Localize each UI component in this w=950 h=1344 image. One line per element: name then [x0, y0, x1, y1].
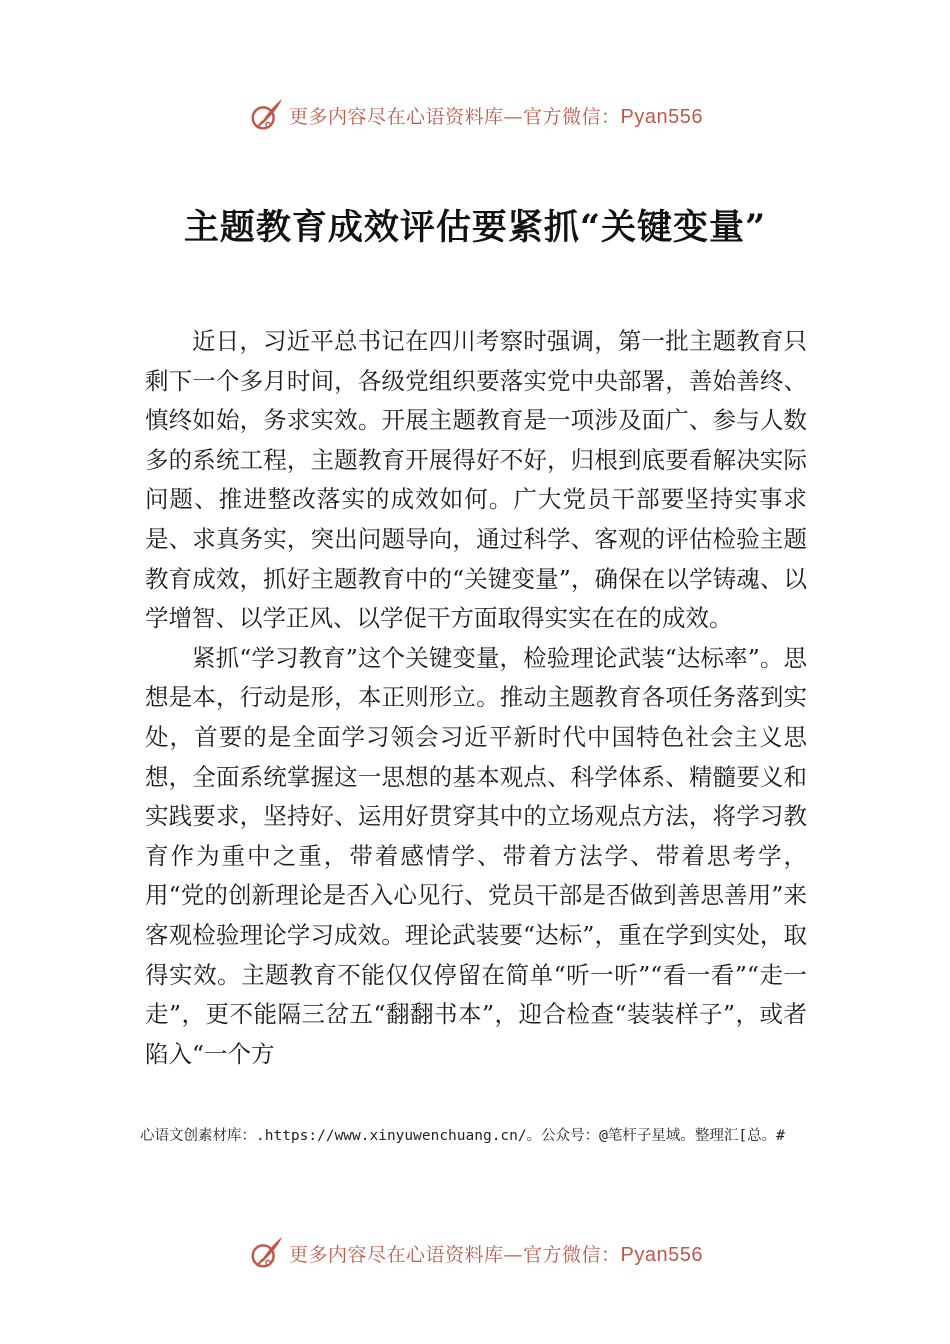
- quill-pen-logo-icon: [247, 96, 285, 134]
- document-title: 主题教育成效评估要紧抓“关键变量”: [183, 207, 767, 248]
- header-banner: [0, 95, 950, 135]
- paragraph: 近日，习近平总书记在四川考察时强调，第一批主题教育只剩下一个多月时间，各级党组织要落实党中央部署，善始善终、慎终如始，务求实效。开展主题教育是一项涉及面广、参与人数多的系统工程，主题教育开展得好不好，归根到底要看解决实际问题、推进整改落实的成效如何。广大党员干部要坚持实事求是、求真务实，突出问题导向，通过科学、客观的评估检验主题教育成效，抓好主题教育中的“关键变量”，确保在以学铸魂、以学增智、以学正风、以学促干方面取得实实在在的成效。: [145, 327, 807, 633]
- banner-text: 更多内容尽在心语资料库—官方微信：Pyan556: [289, 105, 703, 128]
- footer-banner: [0, 1233, 950, 1273]
- paragraph: 紧抓“学习教育”这个关键变量，检验理论武装“达标率”。思想是本，行动是形，本正则形立。推动主题教育各项任务落到实处，首要的是全面学习领会习近平新时代中国特色社会主义思想，全面系统掌握这一思想的基本观点、科学体系、精髓要义和实践要求，坚持好、运用好贯穿其中的立场观点方法，将学习教育作为重中之重，带着感情学、带着方法学、带着思考学，用“党的创新理论是否入心见行、党员干部是否做到善思善用”来客观检验理论学习成效。理论武装要“达标”，重在学到实处，取得实效。主题教育不能仅仅停留在简单“听一听”“看一看”“走一走”，更不能隔三岔五“翻翻书本”，迎合检查“装装样子”，或者陷入“一个方: [145, 643, 807, 1068]
- source-footnote: 心语文创素材库：.https://www.xinyuwenchuang.cn/。公众号：@笔杆子星域。整理汇[总。#: [140, 1128, 785, 1144]
- quill-pen-logo-icon: [247, 1234, 285, 1272]
- banner-text: 更多内容尽在心语资料库—官方微信：Pyan556: [289, 1243, 703, 1266]
- document-body: [145, 322, 807, 1074]
